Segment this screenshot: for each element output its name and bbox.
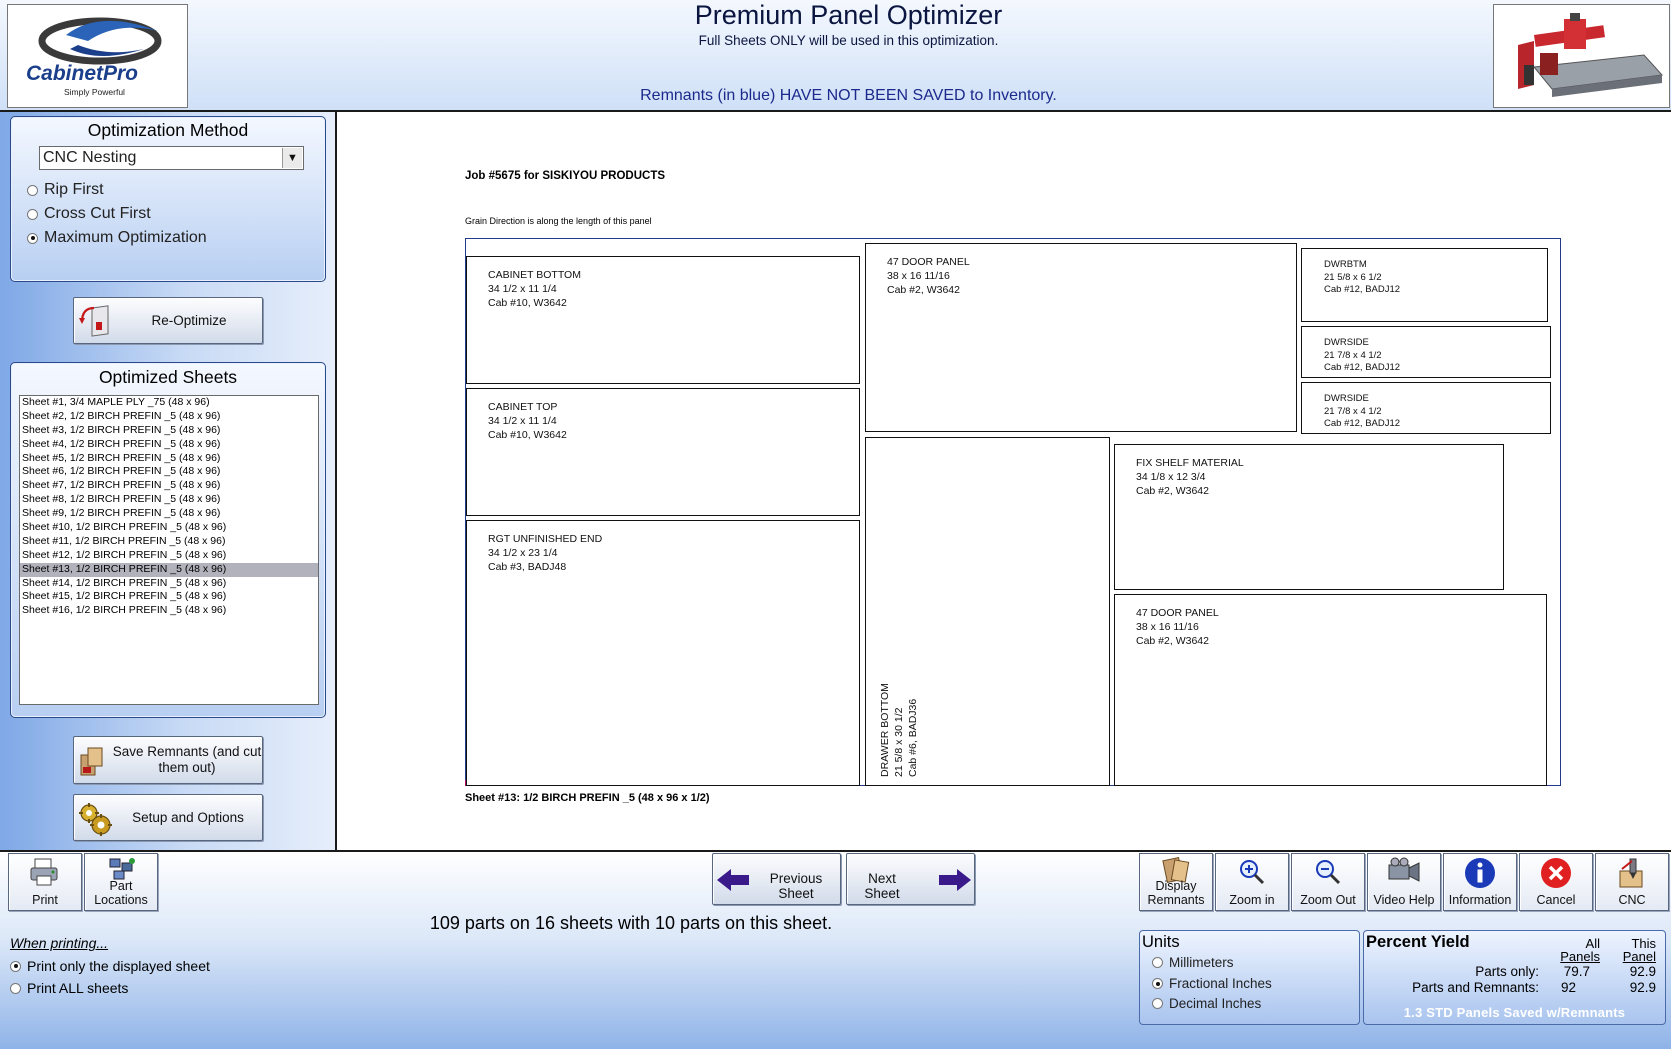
yield-parts-remnants-all: 92: [1560, 980, 1576, 995]
optimization-method-dropdown[interactable]: [39, 146, 304, 170]
cnc-machine-icon: [1494, 5, 1671, 109]
previous-sheet-label: Previous Sheet: [769, 871, 823, 901]
reoptimize-icon: [78, 304, 110, 343]
yield-col-all-bottom: Panels: [1560, 949, 1600, 964]
gears-icon: [77, 801, 113, 840]
sheet-list-item[interactable]: Sheet #4, 1/2 BIRCH PREFIN _5 (48 x 96): [22, 437, 221, 450]
sheet-list-item[interactable]: Sheet #7, 1/2 BIRCH PREFIN _5 (48 x 96): [22, 479, 221, 492]
radio-cross-cut-first[interactable]: [27, 205, 151, 223]
radio-rip-first[interactable]: [27, 181, 104, 199]
arrow-right-icon: [939, 869, 971, 894]
part-rect[interactable]: [1301, 382, 1551, 434]
zoom-in-button[interactable]: [1215, 853, 1289, 911]
reoptimize-button[interactable]: [73, 297, 263, 344]
optimization-method-title: Optimization Method: [87, 120, 249, 140]
sheet-list-item[interactable]: Sheet #6, 1/2 BIRCH PREFIN _5 (48 x 96): [22, 465, 221, 478]
cnc-button[interactable]: [1595, 853, 1669, 911]
part-name: CABINET BOTTOM: [488, 269, 581, 281]
sheet-layout-area: [337, 112, 1671, 850]
sheet-list-item[interactable]: Sheet #16, 1/2 BIRCH PREFIN _5 (48 x 96): [22, 604, 227, 617]
zoom-in-icon: [1216, 857, 1288, 890]
part-name: DWRSIDE: [1324, 337, 1369, 348]
radio-fractional-inches[interactable]: [1152, 976, 1272, 991]
radio-rip-first-label: Rip First: [44, 181, 104, 198]
radio-icon[interactable]: [27, 185, 38, 196]
part-size: 34 1/2 x 11 1/4: [488, 283, 557, 295]
percent-yield-title: Percent Yield: [1366, 933, 1470, 951]
logo-text: CabinetPro: [26, 62, 139, 85]
radio-print-displayed-sheet-label: Print only the displayed sheet: [27, 958, 210, 974]
part-size: 21 5/8 x 30 1/2: [893, 707, 905, 777]
part-cab: Cab #12, BADJ12: [1324, 362, 1401, 373]
yield-row-parts-remnants-label: Parts and Remnants:: [1412, 980, 1539, 995]
sheet-list-item[interactable]: Sheet #2, 1/2 BIRCH PREFIN _5 (48 x 96): [22, 409, 221, 422]
app-title: Premium Panel Optimizer: [694, 0, 1003, 30]
part-name: CABINET TOP: [488, 401, 558, 413]
part-size: 21 7/8 x 4 1/2: [1324, 405, 1382, 417]
bottom-toolbar: [0, 850, 1671, 1049]
optimization-method-group: [10, 116, 326, 282]
yield-col-all-top: All: [1585, 936, 1600, 951]
part-cab: Cab #12, BADJ12: [1324, 284, 1401, 295]
part-rect[interactable]: [466, 520, 860, 786]
part-size: 21 5/8 x 6 1/2: [1324, 271, 1382, 283]
part-cab: Cab #3, BADJ48: [488, 561, 567, 573]
information-label: Information: [1448, 893, 1512, 907]
radio-icon[interactable]: [10, 961, 21, 972]
part-name: DWRBTM: [1324, 259, 1367, 270]
reoptimize-label: Re-Optimize: [151, 313, 227, 328]
when-printing-label: When printing...: [10, 935, 109, 951]
part-rect[interactable]: [1114, 594, 1547, 786]
part-rect[interactable]: [1301, 248, 1548, 322]
display-remnants-label: Display Remnants: [1147, 879, 1205, 907]
print-label: Print: [32, 893, 58, 907]
save-remnants-label: Save Remnants (and cut them out): [112, 744, 262, 775]
radio-maximum-optimization-label: Maximum Optimization: [44, 229, 207, 246]
sheet-list-item[interactable]: Sheet #3, 1/2 BIRCH PREFIN _5 (48 x 96): [22, 423, 221, 436]
sheet-caption: Sheet #13: 1/2 BIRCH PREFIN _5 (48 x 96 x 1/2): [465, 792, 710, 804]
cnc-router-icon: [1596, 857, 1668, 892]
zoom-out-icon: [1292, 857, 1364, 890]
printer-icon: [9, 857, 81, 890]
sheet-list-item[interactable]: Sheet #5, 1/2 BIRCH PREFIN _5 (48 x 96): [22, 451, 221, 464]
part-rect[interactable]: [466, 388, 860, 516]
video-help-button[interactable]: [1367, 853, 1441, 911]
cancel-label: Cancel: [1536, 893, 1576, 907]
sheet-list-item[interactable]: Sheet #14, 1/2 BIRCH PREFIN _5 (48 x 96): [22, 576, 227, 589]
radio-icon[interactable]: [1152, 978, 1163, 989]
previous-sheet-button[interactable]: [712, 853, 841, 905]
remnants-icon: [79, 745, 105, 780]
save-remnants-button[interactable]: [73, 736, 263, 784]
video-help-label: Video Help: [1373, 893, 1435, 907]
optimized-sheets-list[interactable]: [19, 395, 319, 705]
part-locations-label: Part Locations: [94, 879, 148, 907]
part-cab: Cab #2, W3642: [1136, 635, 1209, 647]
part-size: 38 x 16 11/16: [1136, 621, 1199, 633]
part-size: 34 1/2 x 11 1/4: [488, 415, 557, 427]
radio-millimeters-label: Millimeters: [1169, 955, 1234, 970]
part-name: DRAWER BOTTOM: [879, 683, 891, 777]
information-button[interactable]: [1443, 853, 1517, 911]
part-rect[interactable]: [466, 256, 860, 384]
units-group: [1139, 930, 1360, 1025]
part-name: 47 DOOR PANEL: [887, 256, 970, 268]
part-label: [1324, 337, 1400, 375]
part-size: 21 7/8 x 4 1/2: [1324, 349, 1382, 361]
sheet-list-item[interactable]: Sheet #10, 1/2 BIRCH PREFIN _5 (48 x 96): [22, 521, 227, 534]
zoom-out-button[interactable]: [1291, 853, 1365, 911]
radio-millimeters[interactable]: [1152, 955, 1234, 970]
radio-decimal-inches[interactable]: [1152, 996, 1261, 1011]
part-size: 38 x 16 11/16: [887, 270, 950, 282]
app-subtitle: Full Sheets ONLY will be used in this optimization.: [698, 33, 999, 48]
part-rect[interactable]: [1301, 326, 1551, 378]
yield-parts-only-all: 79.7: [1563, 964, 1590, 979]
radio-print-displayed-sheet[interactable]: [10, 958, 210, 974]
radio-icon[interactable]: [27, 209, 38, 220]
chevron-down-icon[interactable]: ▼: [282, 148, 302, 168]
radio-icon[interactable]: [27, 233, 38, 244]
percent-yield-group: [1363, 930, 1666, 1025]
sheet-list-item[interactable]: Sheet #12, 1/2 BIRCH PREFIN _5 (48 x 96): [22, 548, 227, 561]
video-camera-icon: [1368, 857, 1440, 888]
optimized-sheets-group: [10, 362, 326, 718]
logo-tagline: Simply Powerful: [64, 87, 125, 97]
part-size: 34 1/2 x 23 1/4: [488, 547, 558, 559]
yield-parts-only-this: 92.9: [1629, 964, 1656, 979]
sheet-list-item[interactable]: Sheet #11, 1/2 BIRCH PREFIN _5 (48 x 96): [22, 534, 226, 547]
part-label: [488, 532, 602, 574]
header-bar: [0, 0, 1671, 112]
sheet-list-item[interactable]: Sheet #15, 1/2 BIRCH PREFIN _5 (48 x 96): [22, 590, 227, 603]
yield-parts-remnants-this: 92.9: [1629, 980, 1656, 995]
part-cab: Cab #2, W3642: [1136, 485, 1209, 497]
part-rect[interactable]: [865, 437, 1110, 786]
part-name: 47 DOOR PANEL: [1136, 607, 1219, 619]
optimization-method-value: CNC Nesting: [43, 149, 137, 166]
part-label: [1324, 259, 1400, 297]
part-label: [488, 400, 567, 442]
cancel-icon: [1520, 857, 1592, 892]
next-sheet-button[interactable]: [846, 853, 975, 905]
part-locations-button[interactable]: [84, 853, 158, 911]
part-name: FIX SHELF MATERIAL: [1136, 457, 1244, 469]
cnc-machine-image: [1493, 4, 1670, 108]
part-label: [1324, 393, 1400, 431]
cancel-button[interactable]: [1519, 853, 1593, 911]
part-cab: Cab #10, W3642: [488, 429, 567, 441]
part-label: [488, 268, 581, 310]
part-name: RGT UNFINISHED END: [488, 533, 603, 545]
part-cab: Cab #12, BADJ12: [1324, 418, 1401, 429]
radio-maximum-optimization[interactable]: [27, 229, 207, 247]
units-title: Units: [1142, 933, 1180, 951]
sheet-list-item[interactable]: Sheet #9, 1/2 BIRCH PREFIN _5 (48 x 96): [22, 507, 221, 520]
radio-icon[interactable]: [1152, 998, 1163, 1009]
part-cab: Cab #6, BADJ36: [907, 698, 919, 777]
part-size: 34 1/8 x 12 3/4: [1136, 471, 1206, 483]
sheet-list-item[interactable]: Sheet #1, 3/4 MAPLE PLY _75 (48 x 96): [22, 396, 210, 408]
radio-decimal-inches-label: Decimal Inches: [1169, 996, 1262, 1011]
part-cab: Cab #10, W3642: [488, 297, 567, 309]
left-panel: [0, 112, 337, 850]
radio-fractional-inches-label: Fractional Inches: [1169, 976, 1272, 991]
arrow-left-icon: [717, 869, 749, 894]
information-icon: [1444, 857, 1516, 892]
yield-col-this-top: This: [1631, 936, 1656, 951]
setup-options-button[interactable]: [73, 794, 263, 841]
display-remnants-button[interactable]: [1139, 853, 1213, 911]
radio-icon[interactable]: [1152, 957, 1163, 968]
zoom-in-label: Zoom in: [1229, 893, 1275, 907]
next-sheet-label: Next Sheet: [864, 871, 900, 901]
part-label: [1136, 606, 1219, 648]
part-label: [887, 255, 970, 297]
parts-summary: 109 parts on 16 sheets with 10 parts on this sheet.: [429, 913, 833, 933]
yield-col-this-bottom: Panel: [1622, 949, 1656, 964]
radio-print-all-sheets[interactable]: [10, 980, 128, 996]
radio-cross-cut-first-label: Cross Cut First: [44, 205, 151, 222]
job-title: Job #5675 for SISKIYOU PRODUCTS: [465, 170, 666, 182]
radio-icon[interactable]: [10, 983, 21, 994]
part-label: [878, 683, 920, 777]
part-rect[interactable]: [1114, 444, 1504, 590]
yield-row-parts-only-label: Parts only:: [1475, 964, 1539, 979]
radio-print-all-sheets-label: Print ALL sheets: [27, 980, 129, 996]
cnc-label: CNC: [1618, 893, 1646, 907]
part-name: DWRSIDE: [1324, 393, 1369, 404]
sheet-list-item[interactable]: Sheet #13, 1/2 BIRCH PREFIN _5 (48 x 96): [20, 563, 318, 577]
part-cab: Cab #2, W3642: [887, 284, 960, 296]
print-button[interactable]: [8, 853, 82, 911]
part-rect[interactable]: [865, 243, 1297, 432]
remnant-warning: Remnants (in blue) HAVE NOT BEEN SAVED to Inventory.: [640, 87, 1057, 104]
setup-options-label: Setup and Options: [132, 810, 244, 825]
panels-saved-note: 1.3 STD Panels Saved w/Remnants: [1403, 1005, 1626, 1020]
grain-direction-note: Grain Direction is along the length of this panel: [465, 216, 652, 226]
part-label: [1136, 456, 1244, 498]
zoom-out-label: Zoom Out: [1300, 893, 1356, 907]
optimized-sheets-title: Optimized Sheets: [98, 367, 238, 387]
sheet-list-item[interactable]: Sheet #8, 1/2 BIRCH PREFIN _5 (48 x 96): [22, 493, 221, 506]
